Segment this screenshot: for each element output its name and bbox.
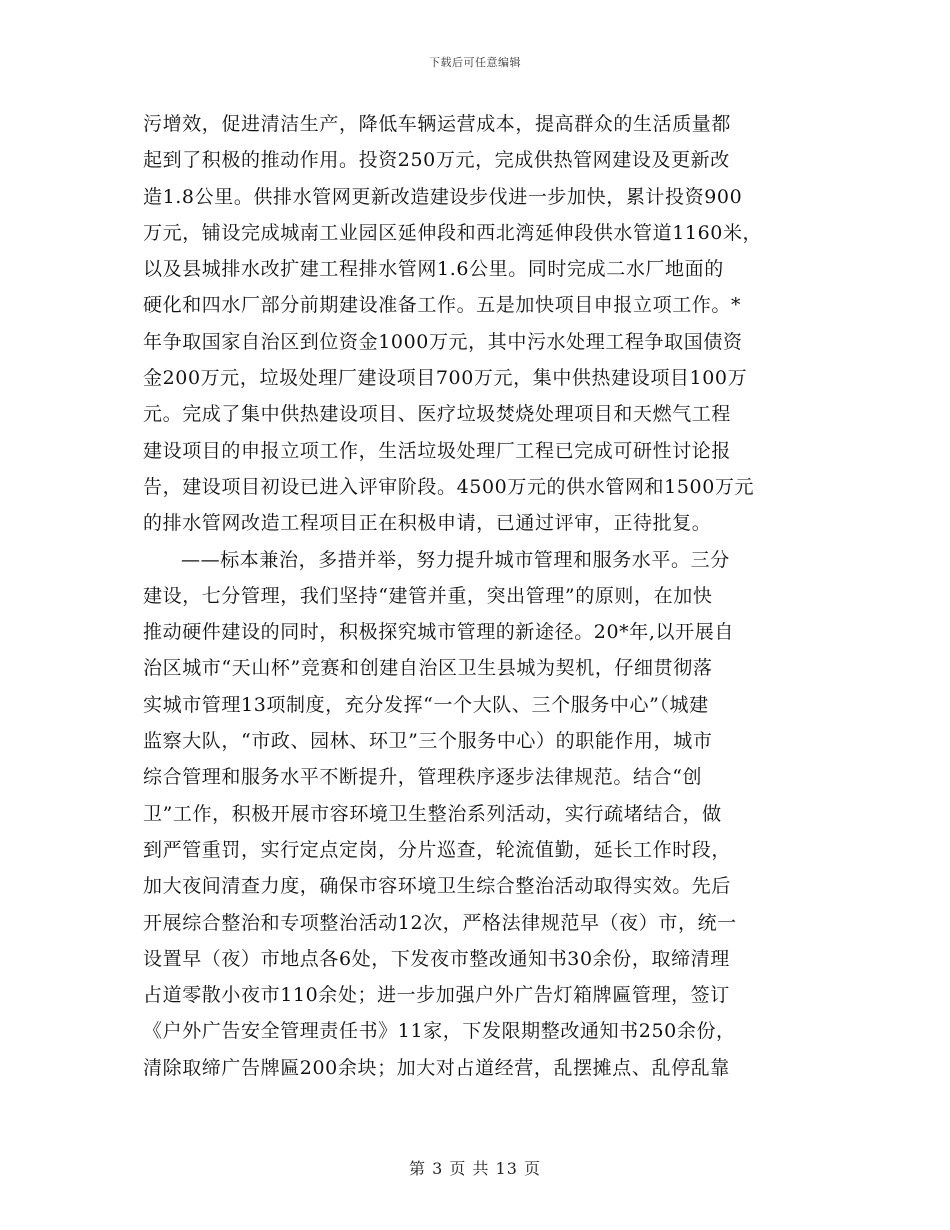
body-line-27: 清除取缔广告牌匾200余块；加大对占道经营，乱摆摊点、乱停乱靠 — [143, 1056, 730, 1079]
body-line-14: 建设，七分管理，我们坚持“建管并重，突出管理”的原则，在加快 — [143, 584, 713, 607]
body-line-23: 开展综合整治和专项整治活动12次，严格法律规范早（夜）市，统一 — [143, 911, 737, 934]
body-line-22: 加大夜间清查力度，确保市容环境卫生综合整治活动取得实效。先后 — [143, 875, 732, 898]
body-line-20: 卫”工作，积极开展市容环境卫生整治系列活动，实行疏堵结合，做 — [143, 802, 722, 825]
page-header: 下载后可任意编辑 — [429, 56, 521, 69]
body-line-18: 监察大队，“市政、园林、环卫”三个服务中心）的职能作用，城市 — [143, 730, 713, 753]
body-line-19: 综合管理和服务水平不断提升，管理秩序逐步法律规范。结合“创 — [143, 766, 703, 789]
body-line-24: 设置早（夜）市地点各6处，下发夜市整改通知书30余份，取缔清理 — [143, 947, 730, 970]
body-line-6: 硬化和四水厂部分前期建设准备工作。五是加快项目申报立项工作。* — [143, 294, 742, 317]
body-line-12: 的排水管网改造工程项目正在积极申请，已通过评审，正待批复。 — [143, 512, 712, 535]
body-line-1: 污增效，促进清洁生产，降低车辆运营成本，提高群众的生活质量都 — [143, 113, 732, 135]
body-line-25: 占道零散小夜市110余处；进一步加强户外广告灯箱牌匾管理，签订 — [143, 984, 730, 1007]
body-line-3: 造1.8公里。供排水管网更新改造建设步伐进一步加快，累计投资900 — [143, 185, 743, 208]
body-line-21: 到严管重罚，实行定点定岗，分片巡查，轮流值勤，延长工作时段， — [143, 838, 732, 861]
body-line-5: 以及县城排水改扩建工程排水管网1.6公里。同时完成二水厂地面的 — [143, 258, 724, 281]
body-line-8: 金200万元，垃圾处理厂建设项目700万元，集中供热建设项目100万 — [143, 367, 748, 390]
body-line-17: 实城市管理13项制度，充分发挥“一个大队、三个服务中心”（城建 — [143, 693, 709, 716]
body-line-9: 元。完成了集中供热建设项目、医疗垃圾焚烧处理项目和天燃气工程 — [143, 403, 732, 426]
body-line-7: 年争取国家自治区到位资金1000万元，其中污水处理工程争取国债资 — [143, 330, 743, 353]
body-line-4: 万元，铺设完成城南工业园区延伸段和西北湾延伸段供水管道1160米， — [143, 221, 763, 244]
body-line-11: 告，建设项目初设已进入评审阶段。4500万元的供水管网和1500万元 — [143, 475, 755, 498]
document-body — [143, 106, 811, 1086]
body-line-26: 《户外广告安全管理责任书》11家，下发限期整改通知书250余份， — [143, 1020, 736, 1043]
page-footer: 第 3 页 共 13 页 — [409, 1159, 541, 1178]
body-line-16: 治区城市“天山杯”竞赛和创建自治区卫生县城为契机，仔细贯彻落 — [143, 657, 713, 680]
body-line-15: 推动硬件建设的同时，积极探究城市管理的新途径。20*年,以开展自 — [143, 621, 734, 644]
body-line-13: ——标本兼治，多措并举，努力提升城市管理和服务水平。三分 — [181, 548, 730, 571]
body-line-10: 建设项目的申报立项工作，生活垃圾处理厂工程已完成可研性讨论报 — [143, 439, 732, 462]
body-line-2: 起到了积极的推动作用。投资250万元，完成供热管网建设及更新改 — [143, 149, 730, 172]
